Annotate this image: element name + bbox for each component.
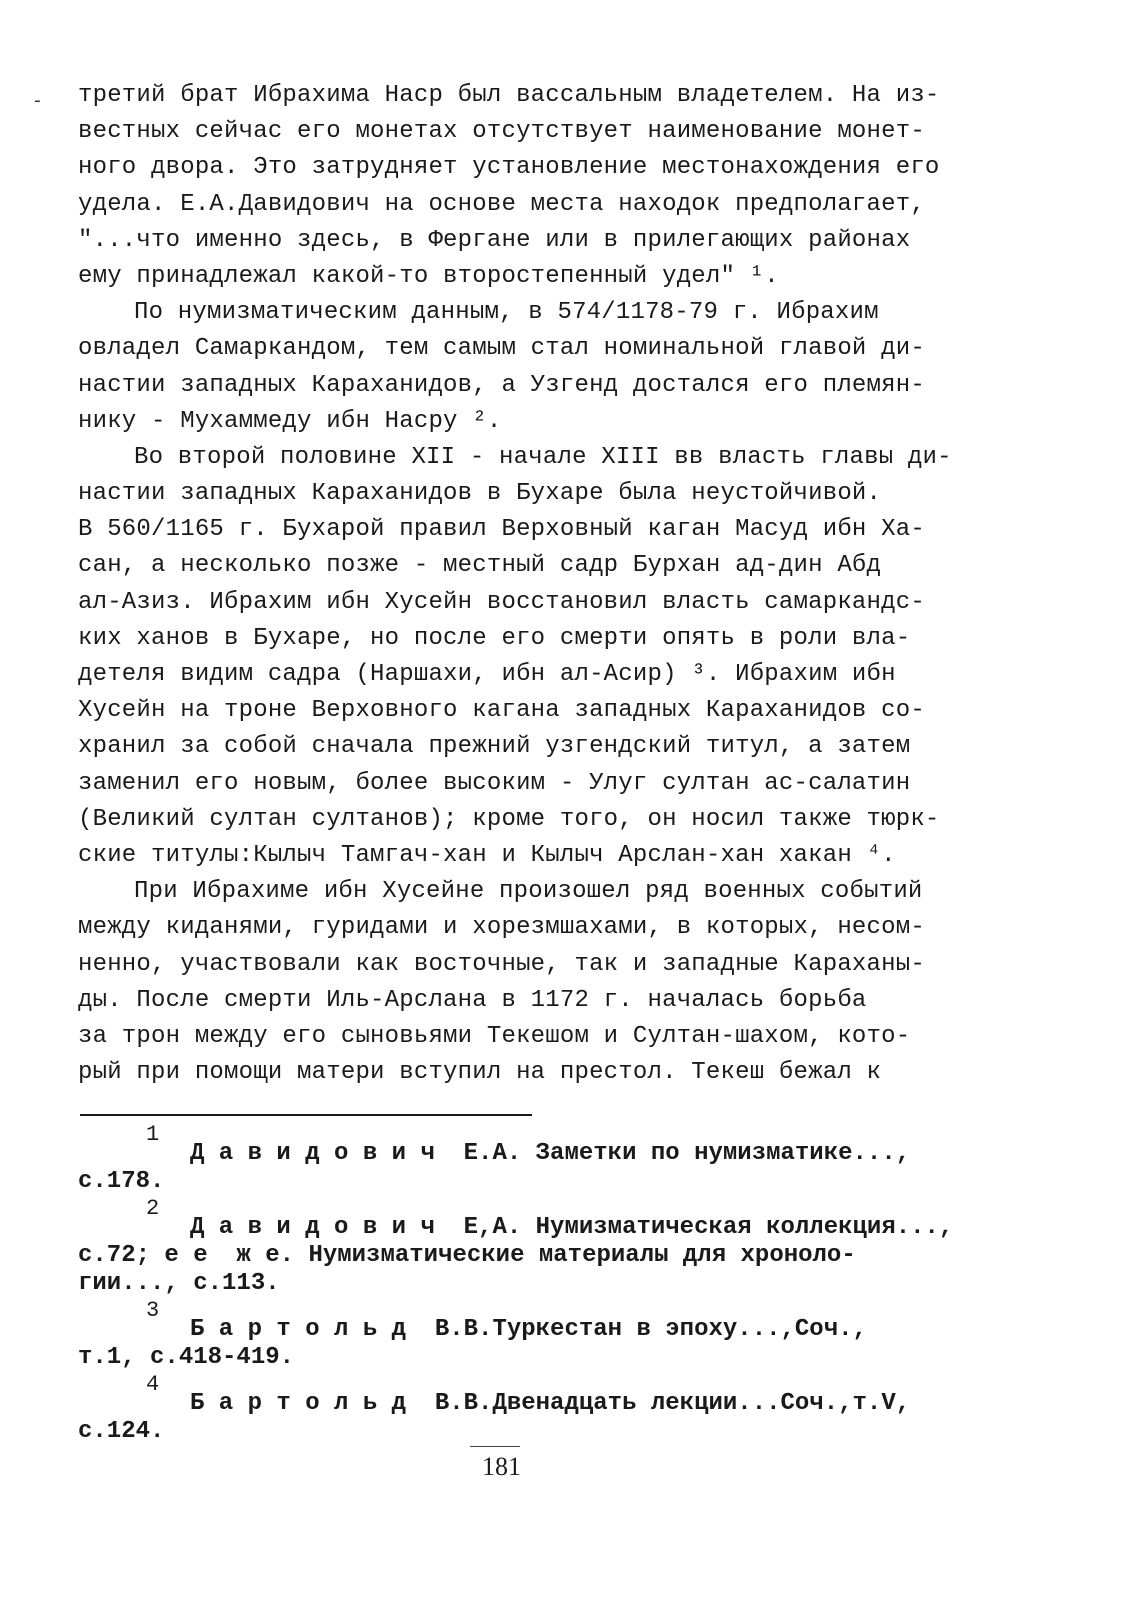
footnote bbox=[78, 1122, 1058, 1196]
page-number-dash bbox=[470, 1446, 520, 1447]
body-line: "...что именно здесь, в Фергане или в прилегающих районах bbox=[78, 226, 911, 254]
page-number: 181 bbox=[482, 1452, 521, 1481]
footnote-line: Б а р т о л ь д В.В.Двенадцать лекции...Соч.,т.V, bbox=[190, 1390, 911, 1417]
body-line: ких ханов в Бухаре, но после его смерти опять в роли вла- bbox=[78, 624, 911, 652]
footnote-line: с.124. bbox=[78, 1418, 165, 1445]
body-line: В 560/1165 г. Бухарой правил Верховный каган Масуд ибн Ха- bbox=[78, 516, 925, 544]
footnote-line: гии..., с.113. bbox=[78, 1270, 280, 1297]
footnote-line: Б а р т о л ь д В.В.Туркестан в эпоху...,Соч., bbox=[190, 1316, 867, 1343]
footnote-number: 1 bbox=[146, 1122, 160, 1147]
body-line: сан, а несколько позже - местный садр Бурхан ад-дин Абд bbox=[78, 552, 882, 580]
footnote-number: 2 bbox=[146, 1196, 160, 1221]
footnote-line: с.178. bbox=[78, 1168, 165, 1195]
margin-mark: - bbox=[32, 92, 43, 112]
body-line: ал-Азиз. Ибрахим ибн Хусейн восстановил власть самаркандс- bbox=[78, 588, 925, 616]
body-line: ды. После смерти Иль-Арслана в 1172 г. началась борьба bbox=[78, 986, 867, 1014]
body-line: между киданями, гуридами и хорезмшахами, в которых, несом- bbox=[78, 914, 925, 942]
footnote bbox=[78, 1196, 1058, 1298]
footnote-number: 3 bbox=[146, 1298, 160, 1323]
body-line: ного двора. Это затрудняет установление местонахождения его bbox=[78, 154, 940, 182]
body-line: настии западных Караханидов в Бухаре была неустойчивой. bbox=[78, 480, 882, 508]
body-line: овладел Самаркандом, тем самым стал номинальной главой ди- bbox=[78, 335, 925, 363]
body-line: Хусейн на троне Верховного кагана западных Караханидов со- bbox=[78, 697, 925, 725]
body-line: вестных сейчас его монетах отсутствует наименование монет- bbox=[78, 118, 925, 146]
body-line: третий брат Ибрахима Наср был вассальным владетелем. На из- bbox=[78, 82, 940, 109]
footnote bbox=[78, 1298, 1058, 1372]
body-line: рый при помощи матери вступил на престол. Текеш бежал к bbox=[78, 1059, 882, 1087]
body-line: При Ибрахиме ибн Хусейне произошел ряд военных событий bbox=[134, 878, 923, 906]
footnote-line: Д а в и д о в и ч Е.А. Заметки по нумизматике..., bbox=[190, 1140, 911, 1167]
footnote-line: т.1, с.418-419. bbox=[78, 1344, 295, 1371]
footnotes bbox=[78, 1122, 1058, 1450]
body-line: настии западных Караханидов, а Узгенд достался его племян- bbox=[78, 371, 925, 399]
body-line: нику - Мухаммеду ибн Насру ². bbox=[78, 407, 502, 435]
body-line: (Великий султан султанов); кроме того, он носил также тюрк- bbox=[78, 805, 940, 833]
footnote-separator bbox=[80, 1114, 532, 1116]
body-line: заменил его новым, более высоким - Улуг султан ас-салатин bbox=[78, 769, 911, 797]
body-line: ему принадлежал какой-то второстепенный удел" ¹. bbox=[78, 262, 779, 290]
footnote bbox=[78, 1372, 1058, 1446]
body-line: Во второй половине XII - начале XIII вв власть главы ди- bbox=[134, 443, 952, 471]
body-line: хранил за собой сначала прежний узгендский титул, а затем bbox=[78, 733, 911, 761]
body-line: удела. Е.А.Давидович на основе места находок предполагает, bbox=[78, 190, 925, 218]
footnote-number: 4 bbox=[146, 1372, 160, 1397]
body-text bbox=[78, 78, 1038, 1091]
body-line: ские титулы:Кылыч Тамгач-хан и Кылыч Арслан-хан хакан ⁴. bbox=[78, 841, 896, 869]
body-line: детеля видим садра (Наршахи, ибн ал-Асир) ³. Ибрахим ибн bbox=[78, 661, 896, 688]
body-line: ненно, участвовали как восточные, так и западные Караханы- bbox=[78, 950, 925, 978]
body-line: По нумизматическим данным, в 574/1178-79 г. Ибрахим bbox=[134, 299, 879, 327]
footnote-line: с.72; е е ж е. Нумизматические материалы для хроноло- bbox=[78, 1242, 856, 1269]
body-line: за трон между его сыновьями Текешом и Султан-шахом, кото- bbox=[78, 1022, 911, 1050]
footnote-line: Д а в и д о в и ч Е,А. Нумизматическая коллекция..., bbox=[190, 1214, 954, 1241]
